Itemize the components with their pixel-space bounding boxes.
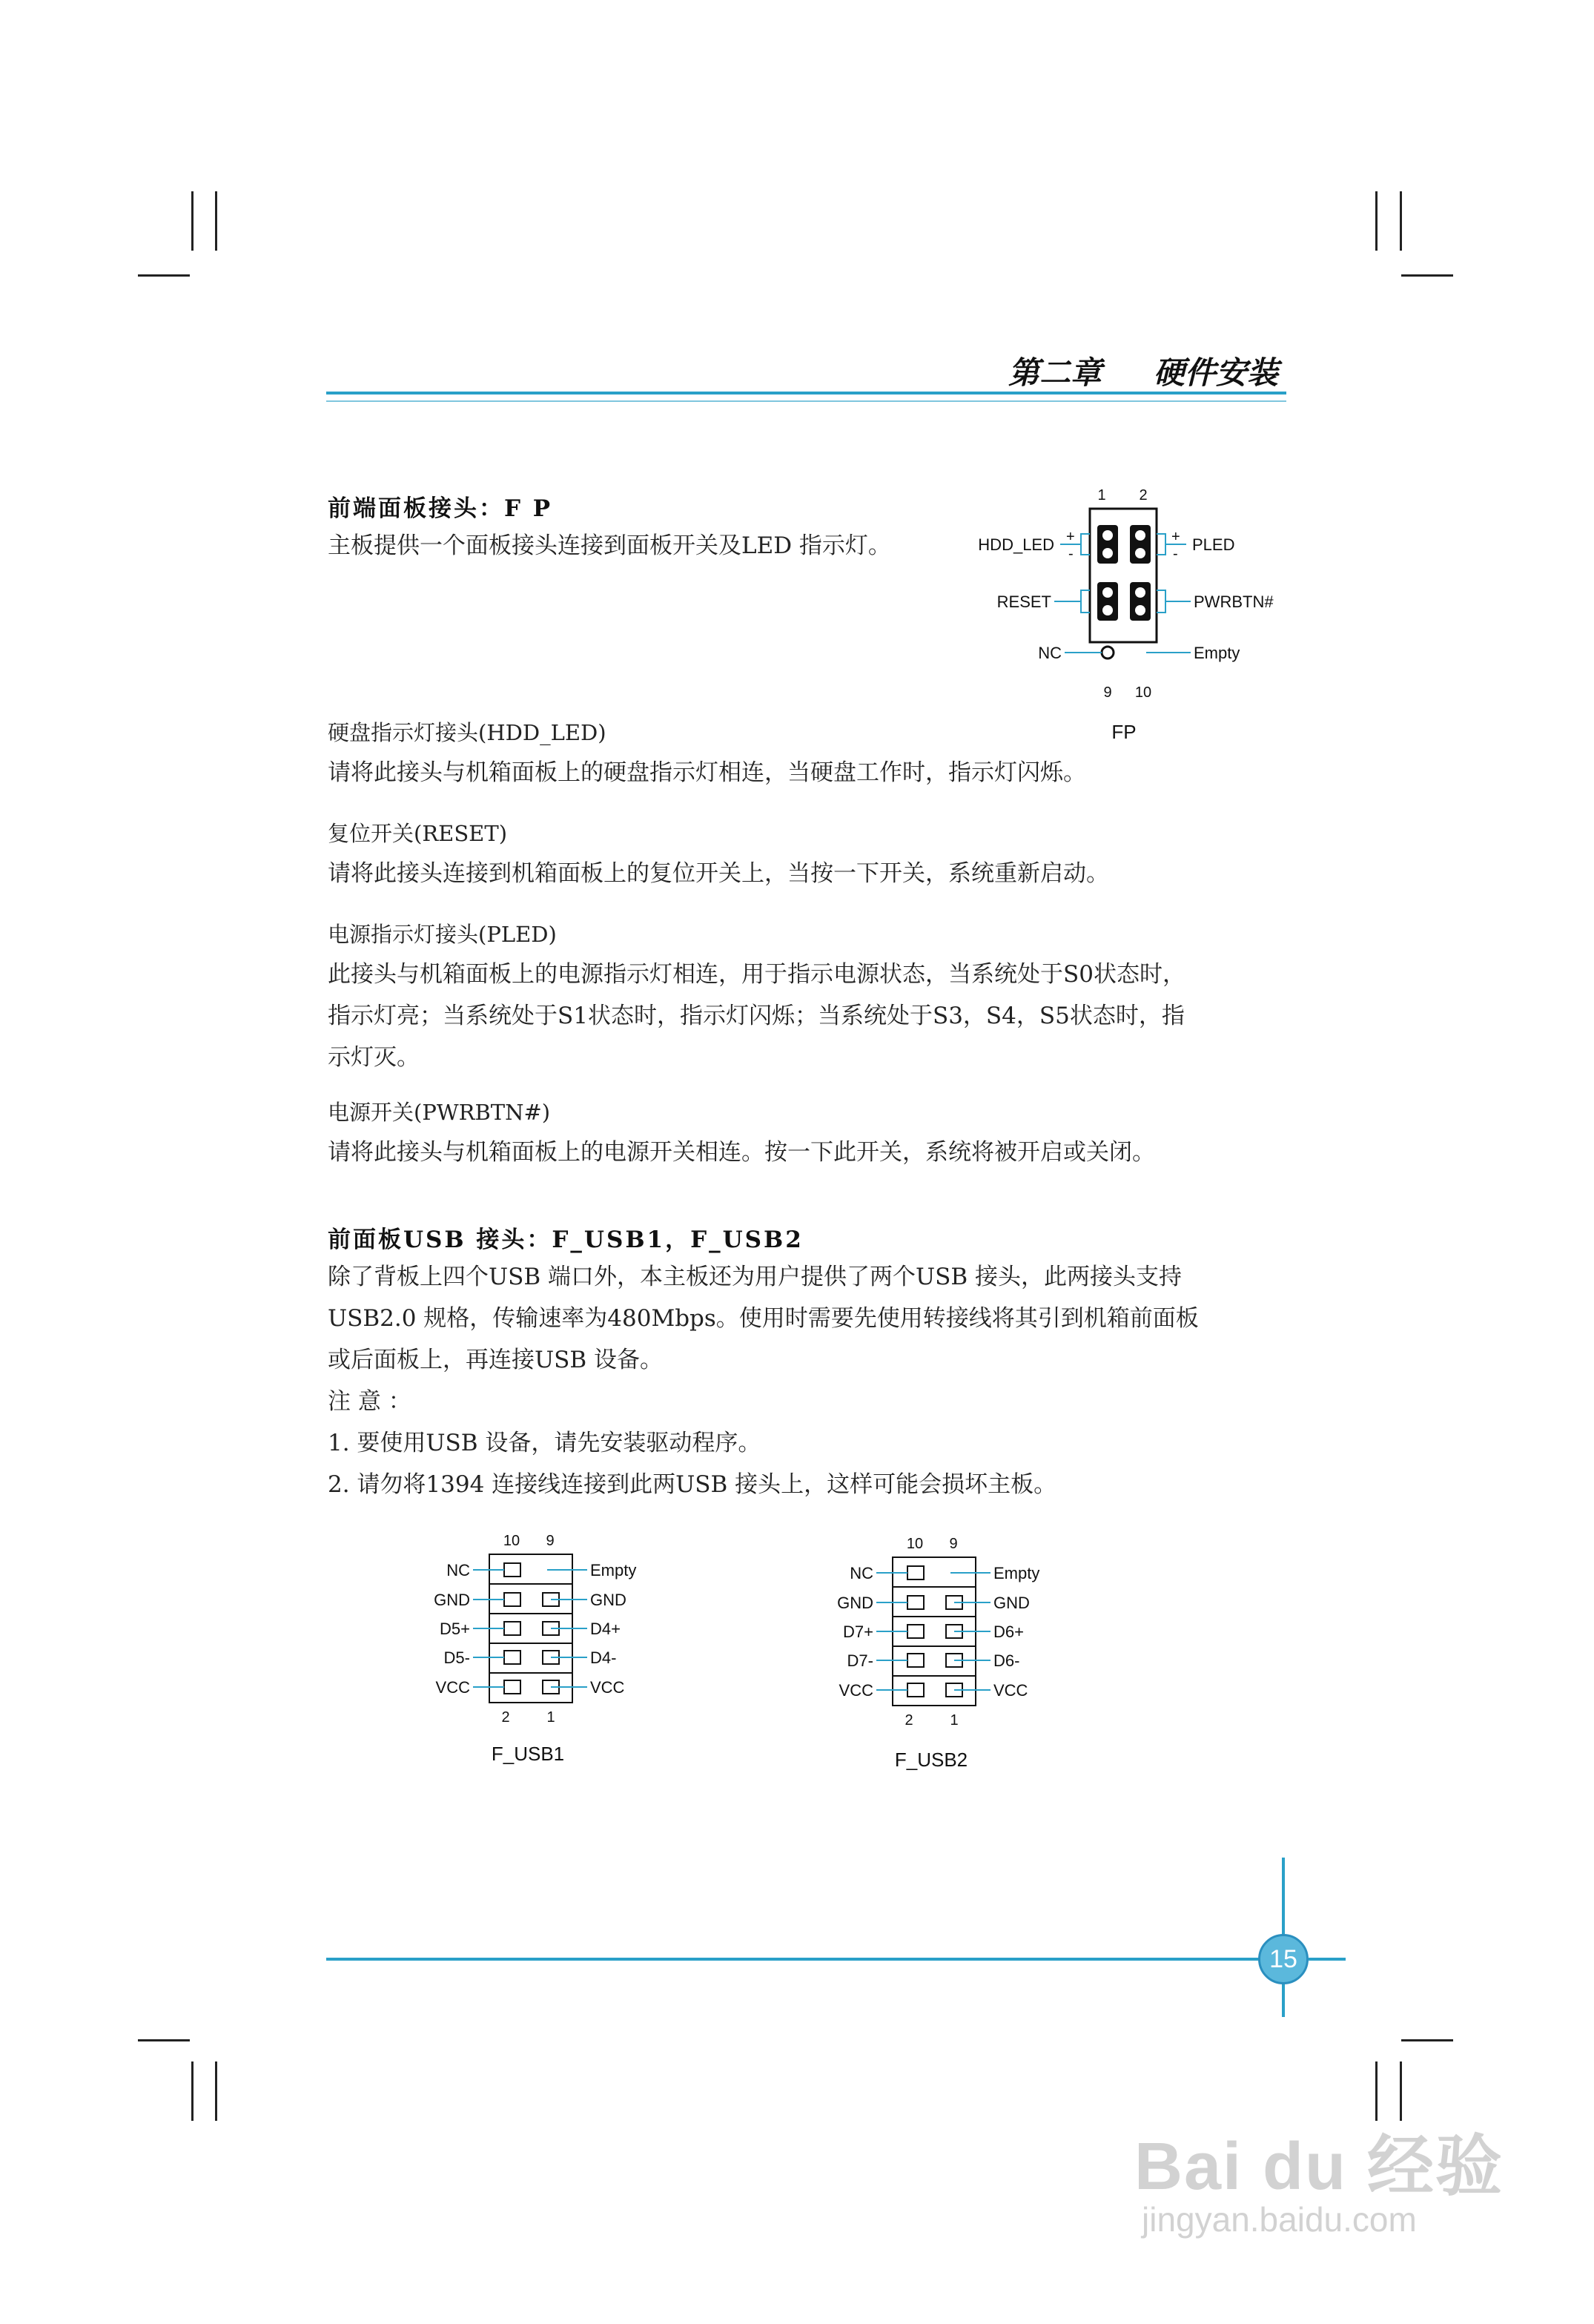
pin-label: Empty: [993, 1564, 1040, 1582]
pin-label: PLED: [1192, 535, 1235, 554]
pin: [907, 1654, 924, 1667]
usb-section-text: [328, 1256, 1199, 1505]
pin-label: D4+: [590, 1620, 621, 1638]
pin-number: 9: [1103, 684, 1112, 701]
pin: [1135, 530, 1145, 541]
polarity-plus: +: [1171, 529, 1180, 545]
footer-rule-right: [1309, 1958, 1346, 1961]
polarity-plus: +: [1066, 529, 1075, 545]
pin: [504, 1680, 520, 1694]
pin-number: 9: [546, 1533, 555, 1549]
pin: [504, 1593, 520, 1606]
pin-label: PWRBTN#: [1194, 592, 1274, 611]
header-rule: [326, 392, 1286, 395]
diagram-caption: F_USB1: [491, 1743, 565, 1765]
pin-label: NC: [850, 1564, 873, 1582]
pin-label: Empty: [590, 1561, 637, 1579]
pin: [907, 1566, 924, 1579]
chapter-number: 第二章: [1008, 354, 1102, 391]
usb1-connector-diagram: [415, 1528, 667, 1780]
usb-section-title: 前面板USB 接头：F_USB1，F_USB2: [328, 1227, 804, 1253]
pin-number: 10: [503, 1533, 520, 1549]
footer-rule: [326, 1958, 1260, 1961]
text-line: 示灯灭。: [328, 1044, 420, 1071]
text-line: 1. 要使用USB 设备，请先安装驱动程序。: [328, 1430, 761, 1456]
polarity-minus: -: [1173, 546, 1178, 562]
header-rule-thin: [326, 400, 1286, 402]
text-line: 除了背板上四个USB 端口外，本主板还为用户提供了两个USB 接头，此两接头支持: [328, 1264, 1182, 1290]
pin: [504, 1563, 520, 1577]
fp-item-heading: 硬盘指示灯接头(HDD_LED): [328, 720, 606, 745]
pin-label: D5+: [440, 1620, 470, 1638]
text-line: 或后面板上，再连接USB 设备。: [328, 1347, 663, 1373]
text-line: 请将此接头与机箱面板上的电源开关相连。按一下此开关，系统将被开启或关闭。: [328, 1139, 1155, 1166]
fp-item-text: [328, 853, 1109, 894]
text-line: 此接头与机箱面板上的电源指示灯相连，用于指示电源状态，当系统处于S0状态时，: [328, 961, 1185, 988]
pin: [1102, 530, 1113, 541]
pin: [1135, 587, 1145, 598]
pin-label: VCC: [590, 1678, 625, 1697]
pin-label: D6-: [993, 1651, 1020, 1670]
pin: [504, 1622, 520, 1635]
diagram-caption: F_USB2: [894, 1749, 968, 1771]
page-number: 15: [1258, 1934, 1309, 1984]
pin-number: 1: [950, 1712, 959, 1729]
nc-pin: [1102, 647, 1114, 658]
pin-label: D4-: [590, 1648, 617, 1667]
usb2-connector-diagram: [819, 1531, 1071, 1783]
polarity-minus: -: [1068, 546, 1074, 562]
pin-label: RESET: [996, 592, 1051, 611]
pin-label: D6+: [993, 1622, 1024, 1641]
pin-number: 1: [546, 1709, 555, 1726]
text-line: 注 意 ：: [328, 1388, 411, 1415]
pin-label: D7-: [847, 1651, 873, 1670]
pin-number: 10: [1134, 684, 1152, 701]
fp-intro: 主板提供一个面板接头连接到面板开关及LED 指示灯。: [328, 532, 891, 559]
text-line: USB2.0 规格，传输速率为480Mbps。使用时需要先使用转接线将其引到机箱前面板: [328, 1305, 1199, 1332]
text-line: 请将此接头连接到机箱面板上的复位开关上，当按一下开关，系统重新启动。: [328, 860, 1109, 887]
pin: [1135, 548, 1145, 558]
fp-section-title: 前端面板接头：F P: [328, 495, 553, 522]
pin-label: NC: [446, 1561, 470, 1579]
pin-number: 2: [905, 1712, 913, 1729]
fp-item-heading: 电源开关(PWRBTN#): [328, 1100, 551, 1125]
pin-label: HDD_LED: [978, 535, 1054, 554]
pin: [907, 1625, 924, 1638]
pin-label: GND: [837, 1594, 873, 1612]
pin-number: 9: [949, 1536, 958, 1552]
chapter-header: [1008, 349, 1286, 393]
pin-label: D5-: [443, 1648, 470, 1667]
pin-label: GND: [590, 1591, 626, 1609]
pin-number: 2: [1139, 487, 1148, 504]
pin: [907, 1596, 924, 1609]
pin-number: 1: [1097, 487, 1106, 504]
pin: [1135, 605, 1145, 615]
pin-label: D7+: [843, 1622, 873, 1641]
pin: [907, 1683, 924, 1697]
watermark-url: jingyan.baidu.com: [1142, 2200, 1417, 2239]
text-line: 2. 请勿将1394 连接线连接到此两USB 接头上，这样可能会损坏主板。: [328, 1471, 1057, 1498]
pin-label: NC: [1038, 644, 1062, 662]
fp-item-heading: 复位开关(RESET): [328, 821, 508, 846]
fp-item-text: [328, 752, 1086, 793]
fp-item-text: [328, 1132, 1155, 1173]
fp-connector-diagram: [971, 482, 1297, 756]
pin: [1102, 605, 1113, 615]
pin-number: 2: [501, 1709, 510, 1726]
pin: [1102, 587, 1113, 598]
pin: [504, 1651, 520, 1664]
watermark-brand: Bai du 经验: [1134, 2130, 1504, 2204]
pin-label: VCC: [839, 1681, 873, 1700]
chapter-title: 硬件安装: [1154, 354, 1279, 391]
pin-label: GND: [434, 1591, 470, 1609]
text-line: 指示灯亮；当系统处于S1状态时，指示灯闪烁；当系统处于S3，S4，S5状态时，指: [328, 1003, 1185, 1029]
pin: [1102, 548, 1113, 558]
pin-number: 10: [906, 1536, 924, 1552]
fp-item-text: [328, 954, 1185, 1078]
fp-item-heading: 电源指示灯接头(PLED): [328, 922, 557, 947]
text-line: 请将此接头与机箱面板上的硬盘指示灯相连，当硬盘工作时，指示灯闪烁。: [328, 759, 1086, 786]
pin-label: GND: [993, 1594, 1030, 1612]
pin-label: VCC: [435, 1678, 470, 1697]
diagram-caption: FP: [1111, 721, 1137, 743]
pin-label: VCC: [993, 1681, 1028, 1700]
pin-label: Empty: [1194, 644, 1240, 662]
